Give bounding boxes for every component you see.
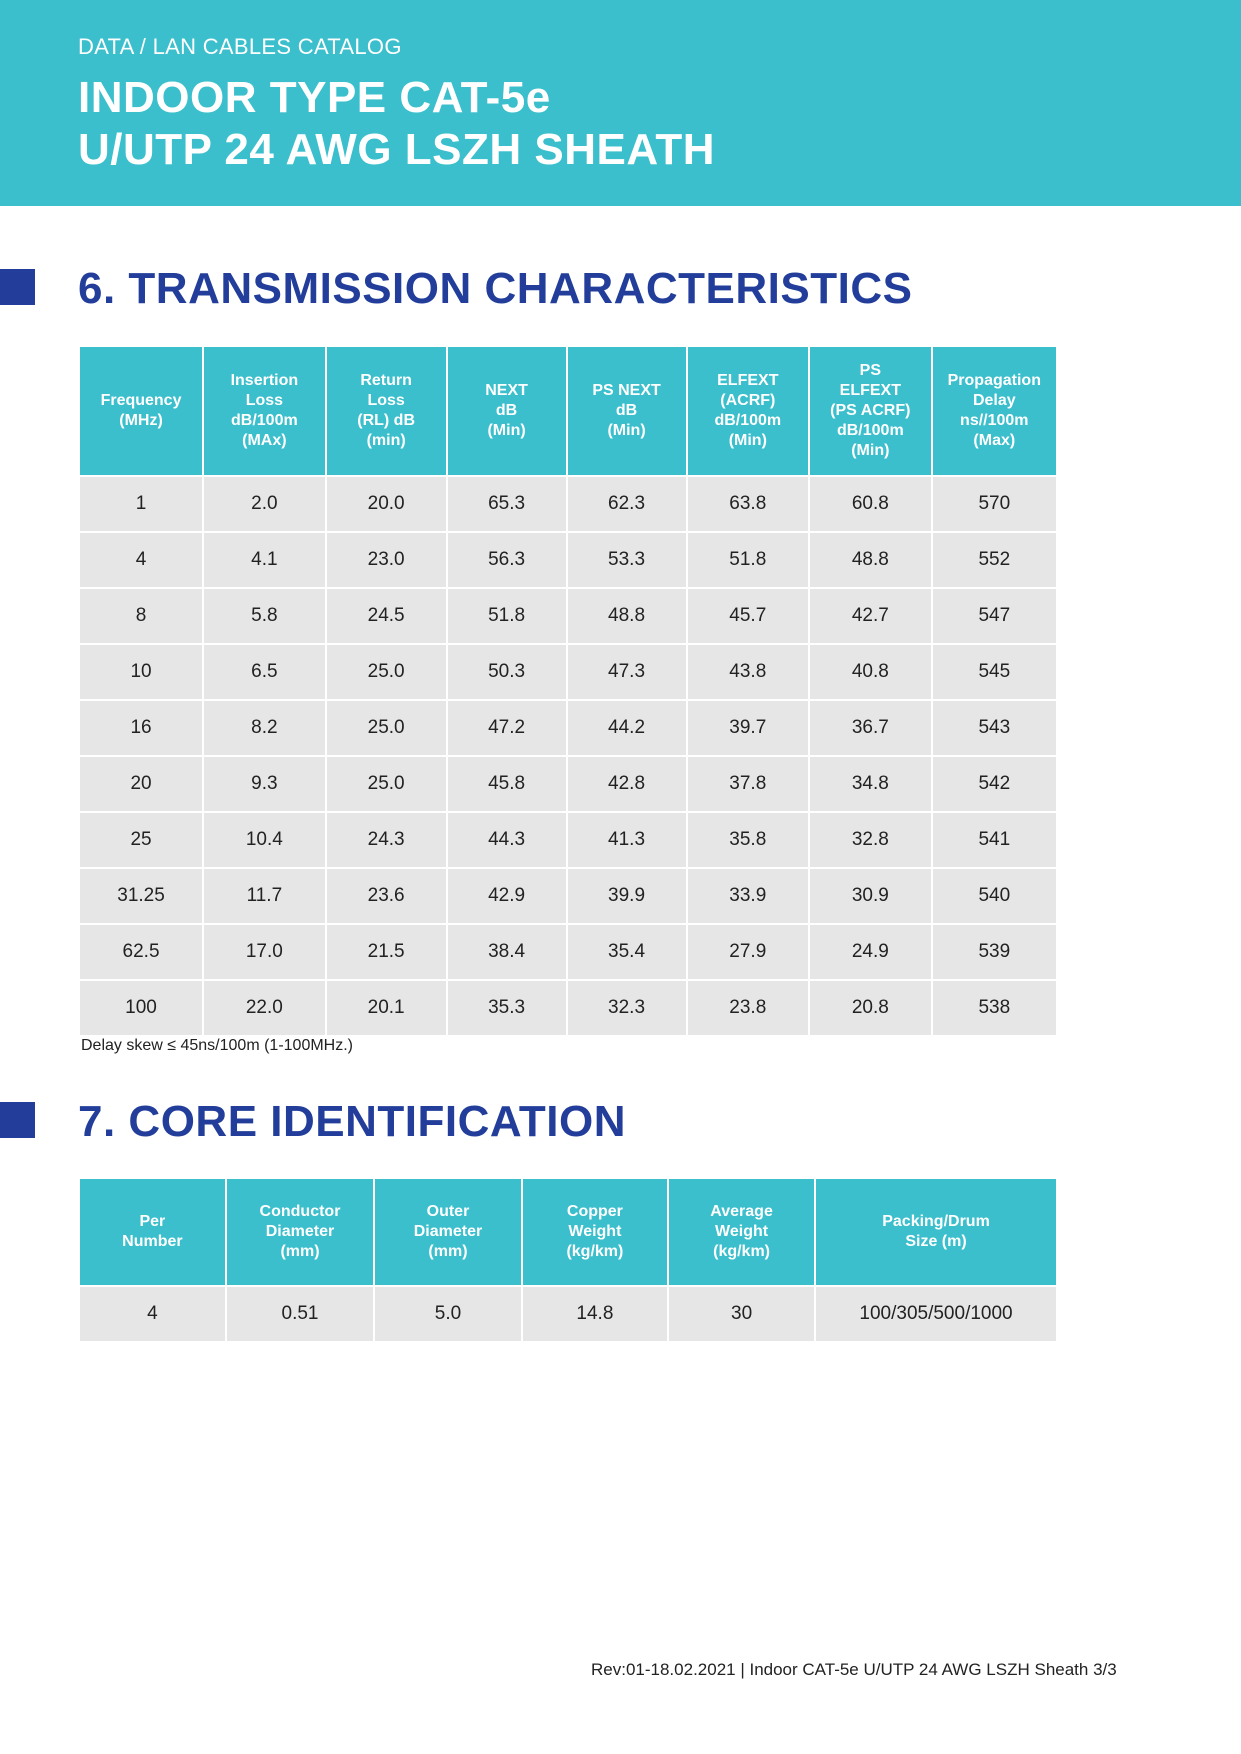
table-cell: 545 [933, 645, 1056, 699]
table-cell: 44.2 [568, 701, 686, 755]
table-cell: 6.5 [204, 645, 325, 699]
column-header-line: (Min) [487, 422, 526, 439]
table-cell: 45.8 [448, 757, 566, 811]
table-cell: 62.5 [80, 925, 202, 979]
column-header-line: Diameter [413, 1223, 483, 1240]
column-header-line: (ACRF) [720, 392, 776, 409]
table-cell: 17.0 [204, 925, 325, 979]
table-cell: 538 [933, 981, 1056, 1035]
table-row [80, 645, 1056, 699]
column-header-line: (Min) [728, 432, 767, 449]
column-header-line: ns//100m [960, 412, 1029, 429]
table-cell: 9.3 [204, 757, 325, 811]
column-header [80, 347, 202, 475]
table-cell: 5.8 [204, 589, 325, 643]
column-header [523, 1179, 667, 1285]
table-row [80, 981, 1056, 1035]
table-cell: 543 [933, 701, 1056, 755]
table-cell: 32.3 [568, 981, 686, 1035]
table-cell: 542 [933, 757, 1056, 811]
table-row [80, 813, 1056, 867]
column-header-line: dB/100m [714, 412, 782, 429]
table-cell: 43.8 [688, 645, 809, 699]
column-header-line: Per [139, 1213, 166, 1230]
table-cell: 37.8 [688, 757, 809, 811]
column-header-line: Frequency [100, 392, 182, 409]
column-header-line: dB/100m [231, 412, 298, 429]
column-header-line: (Max) [973, 432, 1016, 449]
table-row [80, 477, 1056, 531]
table-cell: 23.0 [327, 533, 446, 587]
table-cell: 38.4 [448, 925, 566, 979]
catalog-label: DATA / LAN CABLES CATALOG [78, 34, 402, 59]
table-cell: 100 [80, 981, 202, 1035]
table-cell: 31.25 [80, 869, 202, 923]
table-cell: 39.7 [688, 701, 809, 755]
column-header [669, 1179, 814, 1285]
column-header-line: (RL) dB [357, 412, 416, 429]
table-cell: 30.9 [810, 869, 931, 923]
table-cell: 51.8 [448, 589, 566, 643]
column-header-line: ELFEXT [717, 372, 779, 389]
transmission-characteristics-table [78, 345, 1058, 1037]
table-cell: 42.7 [810, 589, 931, 643]
table-cell: 21.5 [327, 925, 446, 979]
table-cell: 11.7 [204, 869, 325, 923]
column-header-line: Average [710, 1203, 773, 1220]
column-header-line: (min) [366, 432, 406, 449]
column-header-line: Outer [426, 1203, 470, 1220]
column-header-line: (MAx) [242, 432, 287, 449]
title-line-1: INDOOR TYPE CAT-5e [78, 73, 551, 122]
column-header-line: (mm) [428, 1243, 468, 1260]
table-cell: 47.2 [448, 701, 566, 755]
table-cell: 35.4 [568, 925, 686, 979]
column-header [816, 1179, 1056, 1285]
column-header-line: Packing/Drum [882, 1213, 990, 1230]
table-cell: 20.8 [810, 981, 931, 1035]
table-cell: 541 [933, 813, 1056, 867]
table-cell: 100/305/500/1000 [816, 1287, 1056, 1341]
column-header-line: (kg/km) [713, 1243, 771, 1260]
column-header [80, 1179, 225, 1285]
column-header-line: dB [615, 402, 638, 419]
delay-skew-note: Delay skew ≤ 45ns/100m (1-100MHz.) [81, 1037, 353, 1054]
table-cell: 1 [80, 477, 202, 531]
column-header-line: (kg/km) [566, 1243, 624, 1260]
table-cell: 42.8 [568, 757, 686, 811]
table-cell: 34.8 [810, 757, 931, 811]
section-6-heading: 6. TRANSMISSION CHARACTERISTICS [78, 264, 913, 313]
table-cell: 39.9 [568, 869, 686, 923]
column-header-line: NEXT [485, 382, 528, 399]
table-cell: 65.3 [448, 477, 566, 531]
table-cell: 40.8 [810, 645, 931, 699]
document-title [78, 72, 715, 176]
table-cell: 32.8 [810, 813, 931, 867]
table-cell: 4 [80, 533, 202, 587]
column-header-line: PS [859, 362, 881, 379]
table-row [80, 869, 1056, 923]
column-header-line: Insertion [230, 372, 299, 389]
table-cell: 42.9 [448, 869, 566, 923]
table-cell: 24.9 [810, 925, 931, 979]
table-cell: 36.7 [810, 701, 931, 755]
table-cell: 14.8 [523, 1287, 667, 1341]
column-header [327, 347, 446, 475]
column-header-line: Propagation [947, 372, 1041, 389]
table-header-row [80, 347, 1056, 475]
table-cell: 41.3 [568, 813, 686, 867]
column-header-line: Conductor [259, 1203, 341, 1220]
table-cell: 539 [933, 925, 1056, 979]
table-cell: 35.8 [688, 813, 809, 867]
table-cell: 24.3 [327, 813, 446, 867]
table-cell: 24.5 [327, 589, 446, 643]
section-6-marker [0, 269, 35, 305]
table-cell: 30 [669, 1287, 814, 1341]
table-cell: 4.1 [204, 533, 325, 587]
table-cell: 23.8 [688, 981, 809, 1035]
table-cell: 47.3 [568, 645, 686, 699]
table-cell: 2.0 [204, 477, 325, 531]
table-row [80, 1287, 1056, 1341]
table-cell: 4 [80, 1287, 225, 1341]
table-cell: 62.3 [568, 477, 686, 531]
table-row [80, 533, 1056, 587]
table-row [80, 757, 1056, 811]
column-header-line: Delay [972, 392, 1016, 409]
column-header-line: dB [495, 402, 518, 419]
section-7-marker [0, 1102, 35, 1138]
table-cell: 53.3 [568, 533, 686, 587]
table-cell: 552 [933, 533, 1056, 587]
table-cell: 20.0 [327, 477, 446, 531]
table-cell: 547 [933, 589, 1056, 643]
table-cell: 25.0 [327, 757, 446, 811]
column-header [448, 347, 566, 475]
core-identification-table [78, 1177, 1058, 1343]
title-line-2: U/UTP 24 AWG LSZH SHEATH [78, 125, 716, 174]
table-cell: 25.0 [327, 701, 446, 755]
table-cell: 63.8 [688, 477, 809, 531]
table-cell: 20.1 [327, 981, 446, 1035]
table-cell: 48.8 [568, 589, 686, 643]
column-header-line: (MHz) [119, 412, 163, 429]
column-header-line: Loss [367, 392, 405, 409]
column-header-line: Copper [566, 1203, 623, 1220]
column-header-line: (Min) [851, 442, 890, 459]
column-header [375, 1179, 520, 1285]
column-header [933, 347, 1056, 475]
column-header [227, 1179, 374, 1285]
table-cell: 16 [80, 701, 202, 755]
table-cell: 570 [933, 477, 1056, 531]
table-cell: 27.9 [688, 925, 809, 979]
column-header [568, 347, 686, 475]
table-cell: 33.9 [688, 869, 809, 923]
table-row [80, 701, 1056, 755]
table-cell: 8.2 [204, 701, 325, 755]
table-cell: 23.6 [327, 869, 446, 923]
table-cell: 0.51 [227, 1287, 374, 1341]
column-header-line: Diameter [265, 1223, 335, 1240]
table-cell: 48.8 [810, 533, 931, 587]
column-header [810, 347, 931, 475]
table-cell: 60.8 [810, 477, 931, 531]
column-header-line: PS NEXT [592, 382, 661, 399]
table-cell: 35.3 [448, 981, 566, 1035]
table-cell: 20 [80, 757, 202, 811]
table-cell: 25 [80, 813, 202, 867]
column-header-line: dB/100m [836, 422, 904, 439]
page-footer: Rev:01-18.02.2021 | Indoor CAT-5e U/UTP 24 AWG LSZH Sheath 3/3 [591, 1660, 1117, 1679]
column-header-line: Loss [245, 392, 284, 409]
table-cell: 25.0 [327, 645, 446, 699]
column-header-line: ELFEXT [839, 382, 901, 399]
table-cell: 10 [80, 645, 202, 699]
table-cell: 45.7 [688, 589, 809, 643]
column-header-line: (mm) [280, 1243, 320, 1260]
table-row [80, 589, 1056, 643]
table-cell: 22.0 [204, 981, 325, 1035]
table-cell: 5.0 [375, 1287, 520, 1341]
table-row [80, 925, 1056, 979]
column-header [204, 347, 325, 475]
table-header-row [80, 1179, 1056, 1285]
table-cell: 540 [933, 869, 1056, 923]
column-header-line: Weight [568, 1223, 622, 1240]
table-cell: 51.8 [688, 533, 809, 587]
table-cell: 44.3 [448, 813, 566, 867]
table-cell: 8 [80, 589, 202, 643]
header-banner [0, 0, 1241, 206]
column-header-line: Weight [715, 1223, 769, 1240]
column-header [688, 347, 809, 475]
column-header-line: (Min) [607, 422, 646, 439]
table-cell: 50.3 [448, 645, 566, 699]
column-header-line: Size (m) [905, 1233, 967, 1250]
table-cell: 56.3 [448, 533, 566, 587]
column-header-line: (PS ACRF) [830, 402, 911, 419]
section-7-heading: 7. CORE IDENTIFICATION [78, 1097, 626, 1146]
table-cell: 10.4 [204, 813, 325, 867]
column-header-line: Number [122, 1233, 183, 1250]
column-header-line: Return [360, 372, 412, 389]
